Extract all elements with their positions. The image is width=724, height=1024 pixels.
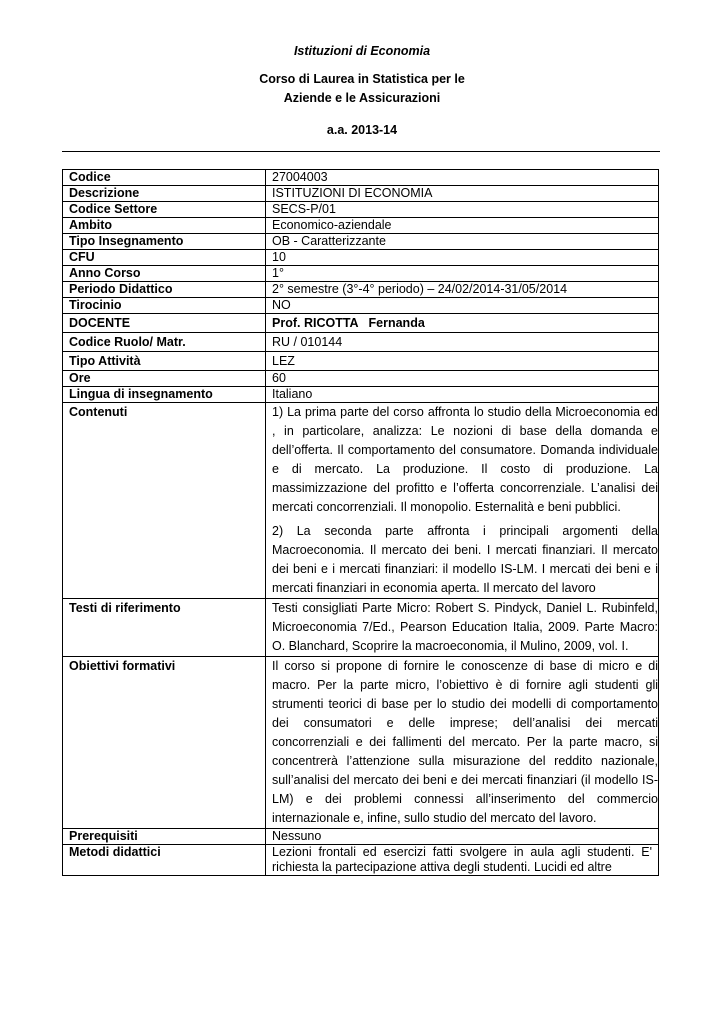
academic-year: a.a. 2013-14 <box>326 123 398 137</box>
row-value: 27004003 <box>266 170 659 186</box>
row-label: Anno Corso <box>63 266 266 282</box>
contenuti-paragraph-1: 1) La prima parte del corso affronta lo studio della Microeconomia ed , in particolare, analizza: Le nozioni di base della domanda e dell’offerta. Il comportamento del consumatore. Domanda individuale e di mercato. La produzione. Il costo di produzione. La massimizzazione del profitto e l’offerta concorrenziale. L’analisi dei mercati concorrenziali. Il monopolio. Esternalità e beni pubblici. <box>272 405 658 514</box>
row-label: Codice Settore <box>63 202 266 218</box>
table-row-cfu <box>63 250 659 266</box>
table-row-tirocinio <box>63 298 659 314</box>
document-title: Istituzioni di Economia <box>293 44 431 58</box>
table-row-metodi <box>63 845 659 876</box>
row-label: Codice <box>63 170 266 186</box>
table-row-codice <box>63 170 659 186</box>
row-label: Ambito <box>63 218 266 234</box>
row-label: Testi di riferimento <box>63 599 266 657</box>
table-row-tipo-attivita <box>63 352 659 371</box>
row-label: DOCENTE <box>63 314 266 333</box>
table-row-periodo-didattico <box>63 282 659 298</box>
row-label: Ore <box>63 371 266 387</box>
table-row-contenuti <box>63 403 659 599</box>
contenuti-paragraph-2: 2) La seconda parte affronta i principali argomenti della Macroeconomia. Il mercato dei beni. I mercati finanziari. Il mercato dei beni e i mercati finanziari: il modello IS-LM. I mercati dei beni e i mercati finanziari in economia aperta. Il mercato del lavoro <box>272 524 658 595</box>
row-value: LEZ <box>266 352 659 371</box>
row-value: 60 <box>266 371 659 387</box>
row-label: CFU <box>63 250 266 266</box>
row-value: RU / 010144 <box>266 333 659 352</box>
row-value: 10 <box>266 250 659 266</box>
row-value-obiettivi: Il corso si propone di fornire le conoscenze di base di micro e di macro. Per la parte micro, l’obiettivo è di fornire agli studenti gli strumenti teorici di base per lo studio dei modelli di comportamento dei consumatori e delle imprese; dell’analisi dei mercati concorrenziali e dei fallimenti del mercato. Per la parte macro, si concentrerà l’attenzione sulla misurazione del reddito nazionale, sull’analisi del mercato dei beni e dei mercati finanziari (il modello IS-LM) e dei problemi connessi all’inserimento del commercio internazionale e, infine, sullo studio del mercato del lavoro. <box>266 657 659 829</box>
course-name <box>0 70 724 108</box>
course-name-line1: Corso di Laurea in Statistica per le <box>259 72 465 86</box>
row-value: SECS-P/01 <box>266 202 659 218</box>
row-value-metodi: Lezioni frontali ed esercizi fatti svolgere in aula agli studenti. E' richiesta la partecipazione attiva degli studenti. Lucidi ed altre <box>266 845 659 876</box>
row-label: Prerequisiti <box>63 829 266 845</box>
table-row-tipo-insegnamento <box>63 234 659 250</box>
table-row-descrizione <box>63 186 659 202</box>
row-value-instructor: Prof. RICOTTA Fernanda <box>266 314 659 333</box>
course-info-table <box>62 169 659 876</box>
row-value: 2° semestre (3°-4° periodo) – 24/02/2014-31/05/2014 <box>266 282 659 298</box>
row-label: Tipo Insegnamento <box>63 234 266 250</box>
header-divider <box>62 151 660 152</box>
table-row-codice-ruolo <box>63 333 659 352</box>
row-value-contenuti <box>266 403 659 599</box>
row-label: Obiettivi formativi <box>63 657 266 829</box>
row-label: Lingua di insegnamento <box>63 387 266 403</box>
table-row-anno-corso <box>63 266 659 282</box>
table-row-testi <box>63 599 659 657</box>
row-label: Tirocinio <box>63 298 266 314</box>
row-label: Contenuti <box>63 403 266 599</box>
row-value: ISTITUZIONI DI ECONOMIA <box>266 186 659 202</box>
row-label: Metodi didattici <box>63 845 266 876</box>
table-row-ore <box>63 371 659 387</box>
table-row-codice-settore <box>63 202 659 218</box>
row-value: Nessuno <box>266 829 659 845</box>
table-row-lingua <box>63 387 659 403</box>
row-value: 1° <box>266 266 659 282</box>
row-value: NO <box>266 298 659 314</box>
row-label: Descrizione <box>63 186 266 202</box>
row-value: OB - Caratterizzante <box>266 234 659 250</box>
table-row-obiettivi <box>63 657 659 829</box>
row-value-testi: Testi consigliati Parte Micro: Robert S. Pindyck, Daniel L. Rubinfeld, Microeconomia 7/Ed., Pearson Education Italia, 2009. Parte Macro: O. Blanchard, Scoprire la macroeconomia, il Mulino, 2009, vol. I. <box>266 599 659 657</box>
table-row-docente <box>63 314 659 333</box>
row-value: Economico-aziendale <box>266 218 659 234</box>
course-name-line2: Aziende e le Assicurazioni <box>283 91 441 105</box>
row-label: Tipo Attività <box>63 352 266 371</box>
row-value: Italiano <box>266 387 659 403</box>
row-label: Codice Ruolo/ Matr. <box>63 333 266 352</box>
table-row-ambito <box>63 218 659 234</box>
table-row-prerequisiti <box>63 829 659 845</box>
row-label: Periodo Didattico <box>63 282 266 298</box>
